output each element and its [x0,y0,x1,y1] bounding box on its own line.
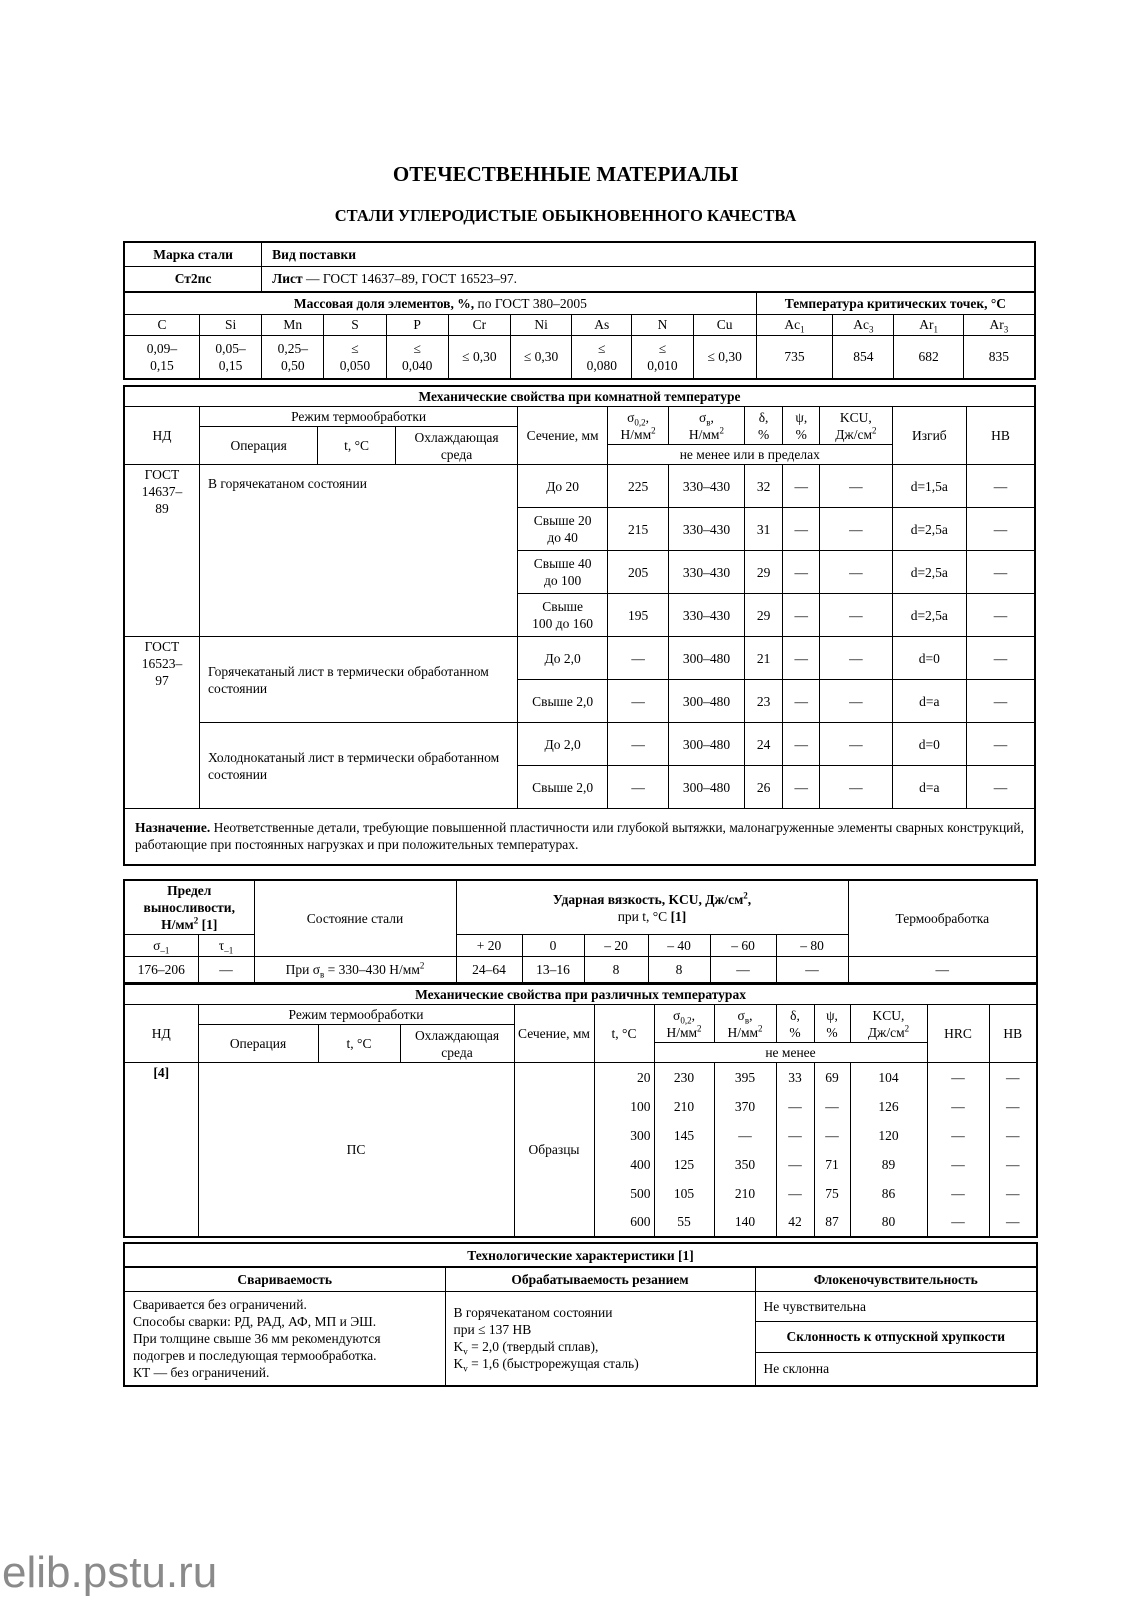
kcu: — [820,766,892,809]
sigma02: — [608,680,669,723]
delta: — [776,1179,814,1208]
sigmab: 300–480 [669,637,744,680]
purpose: Назначение. Неответственные детали, требующие повышенной пластичности или глубокой вытяжки, малонагруженные элементы сварных конструкций, работающие при постоянных нагрузках и при положительных температурах. [124,809,1035,865]
hb: — [989,1150,1037,1179]
bend: d=0 [892,723,966,766]
kcu: 104 [850,1063,927,1092]
section: До 2,0 [518,637,608,680]
h-hrc: HRC [927,1005,989,1063]
h-s02: $\sigma_{0,2}$, $Н/мм^2$ [654,1005,714,1043]
page-title: ОТЕЧЕСТВЕННЫЕ МАТЕРИАЛЫ [392,162,739,186]
mech-room-table [123,385,1036,866]
element-Mn: Mn [262,314,324,335]
section: До 20 [518,465,608,508]
element-Cu: Cu [693,314,756,335]
impact-header: Ударная вязкость, KCU, $Дж/см^2$, при t, °С [1] [456,880,848,935]
psi: — [783,508,820,551]
flake-header: Флокеночувствительность [755,1267,1037,1291]
delta: 23 [744,680,783,723]
sigma02: 205 [608,551,669,594]
temp-minus40: – 40 [648,935,710,957]
psi: — [783,766,820,809]
h-min: не менее [654,1043,927,1063]
op-gost2-hot: Горячекатаный лист в термически обработанном состоянии [199,637,517,723]
hb: — [967,766,1035,809]
kcu: 120 [850,1121,927,1150]
tau-minus1: $\tau_{-1}$ [198,935,254,957]
sigma-minus1: $\sigma_{-1}$ [124,935,198,957]
value-C: 0,09– 0,15 [124,335,199,379]
element-S: S [324,314,386,335]
hb: — [967,637,1035,680]
op-gost1: В горячекатаном состоянии [199,465,517,637]
temp-0: 0 [522,935,584,957]
weld-text: Сваривается без ограничений. Способы сварки: РД, РАД, АФ, МП и ЭШ. При толщине свыше 36 мм рекомендуются подогрев и последующая термообработка. КТ — без ограничений. [124,1291,445,1386]
h-sb: $\sigma_в$, $Н/мм^2$ [714,1005,776,1043]
value-Mn: 0,25– 0,50 [262,335,324,379]
hb: — [989,1092,1037,1121]
h-op: Операция [198,1025,318,1063]
hb: — [989,1121,1037,1150]
section: Свыше 100 до 160 [518,594,608,637]
sigma02: — [608,766,669,809]
value-Si: 0,05– 0,15 [199,335,261,379]
value-ac3: 854 [833,335,894,379]
psi: — [783,723,820,766]
sb: 370 [714,1092,776,1121]
hb: — [967,551,1035,594]
sigma02: 195 [608,594,669,637]
sigmab: 300–480 [669,766,744,809]
sigmab: 300–480 [669,680,744,723]
bend: d=2,5a [892,508,966,551]
nd-ref: [4] [124,1063,198,1237]
bend: d=2,5a [892,551,966,594]
delta: 31 [744,508,783,551]
hb: — [967,508,1035,551]
hrc: — [927,1179,989,1208]
delta: — [776,1150,814,1179]
main-table [123,241,1036,380]
h-psi: ψ, % [783,407,820,445]
delta: 42 [776,1208,814,1237]
psi: 87 [814,1208,850,1237]
hrc: — [927,1121,989,1150]
test-temp: 300 [594,1121,654,1150]
h-section: Сечение, мм [514,1005,594,1063]
sb: 210 [714,1179,776,1208]
impact-value: 8 [584,957,648,983]
h-delta: δ, % [776,1005,814,1043]
temp-minus20: – 20 [584,935,648,957]
kcu: — [820,723,892,766]
hb: — [967,680,1035,723]
value-ar3: 835 [963,335,1035,379]
bend: d=a [892,766,966,809]
psi: 71 [814,1150,850,1179]
psi: 75 [814,1179,850,1208]
critical-title: Температура критических точек, °С [756,292,1035,314]
test-temp: 600 [594,1208,654,1237]
sigmab: 330–430 [669,465,744,508]
psi: — [783,551,820,594]
table-row [124,1063,1037,1092]
state-header: Состояние стали [254,880,456,957]
sigmab: 330–430 [669,594,744,637]
value-ar1: 682 [894,335,963,379]
element-As: As [572,314,632,335]
section: Свыше 20 до 40 [518,508,608,551]
cut-header: Обрабатываемость резанием [445,1267,755,1291]
mech-room-title: Механические свойства при комнатной температуре [124,386,1035,407]
impact-value: 13–16 [522,957,584,983]
kcu: 86 [850,1179,927,1208]
psi: — [783,594,820,637]
kcu: — [820,637,892,680]
s02: 210 [654,1092,714,1121]
hb: — [989,1208,1037,1237]
temp-plus20: + 20 [456,935,522,957]
tech-table [123,1242,1038,1387]
point-ac1: $Ac_1$ [756,314,832,335]
grade-value: Ст2пс [124,266,262,292]
delta: 21 [744,637,783,680]
value-Cu: ≤ 0,30 [693,335,756,379]
sigmab: 330–430 [669,508,744,551]
delta: 26 [744,766,783,809]
sigma-value: 176–206 [124,957,198,983]
delta: — [776,1121,814,1150]
fatigue-table [123,879,1038,984]
s02: 145 [654,1121,714,1150]
value-P: ≤ 0,040 [386,335,448,379]
element-N: N [632,314,693,335]
impact-value: 24–64 [456,957,522,983]
mech-temp-title: Механические свойства при различных температурах [124,984,1037,1005]
sigma02: 215 [608,508,669,551]
kcu: — [820,508,892,551]
section: Свыше 40 до 100 [518,551,608,594]
h-sigmab: $\sigma_в$, $Н/мм^2$ [669,407,744,445]
test-temp: 100 [594,1092,654,1121]
value-ac1: 735 [756,335,832,379]
supply-value: Лист — ГОСТ 14637–89, ГОСТ 16523–97. [262,266,1035,292]
hb: — [989,1063,1037,1092]
h-delta: δ, % [744,407,783,445]
op-gost2-cold: Холоднокатаный лист в термически обработанном состоянии [199,723,517,809]
delta: 29 [744,594,783,637]
kcu: 126 [850,1092,927,1121]
delta: — [776,1092,814,1121]
sb: 395 [714,1063,776,1092]
psi: — [814,1121,850,1150]
hrc: — [927,1150,989,1179]
supply-label: Вид поставки [262,242,1035,266]
sb: 140 [714,1208,776,1237]
hrc: — [927,1092,989,1121]
point-ar1: $Ar_1$ [894,314,963,335]
s02: 125 [654,1150,714,1179]
section-value: Образцы [514,1063,594,1237]
delta: 32 [744,465,783,508]
h-test-temp: t, °С [594,1005,654,1063]
h-hb: НВ [989,1005,1037,1063]
kcu: — [820,465,892,508]
psi: — [814,1092,850,1121]
nd-gost1: ГОСТ 14637– 89 [124,465,199,637]
test-temp: 20 [594,1063,654,1092]
hrc: — [927,1208,989,1237]
delta: 24 [744,723,783,766]
hrc: — [927,1063,989,1092]
hb: — [989,1179,1037,1208]
composition-header-row [124,314,1035,335]
tau-value: — [198,957,254,983]
s02: 105 [654,1179,714,1208]
sigma02: — [608,723,669,766]
h-nd: НД [124,407,199,465]
flake-value: Не чувствительна [755,1291,1037,1321]
test-temp: 400 [594,1150,654,1179]
delta: 33 [776,1063,814,1092]
element-Ni: Ni [510,314,571,335]
page-subtitle: СТАЛИ УГЛЕРОДИСТЫЕ ОБЫКНОВЕННОГО КАЧЕСТВА [334,206,797,225]
kcu: — [820,551,892,594]
bend: d=a [892,680,966,723]
element-Si: Si [199,314,261,335]
mech-temp-table [123,983,1038,1238]
value-N: ≤ 0,010 [632,335,693,379]
section: Свыше 2,0 [518,766,608,809]
h-nd: НД [124,1005,198,1063]
value-As: ≤ 0,080 [572,335,632,379]
sigma02: — [608,637,669,680]
h-section: Сечение, мм [518,407,608,465]
table-row [124,465,1035,508]
psi: — [783,637,820,680]
hb: — [967,594,1035,637]
sigma02: 225 [608,465,669,508]
h-bend: Изгиб [892,407,966,465]
psi: — [783,465,820,508]
tech-title: Технологические характеристики [1] [124,1243,1037,1267]
psi: — [783,680,820,723]
hb: — [967,723,1035,766]
table-row [124,723,1035,766]
kcu: — [820,680,892,723]
element-Cr: Cr [448,314,510,335]
table-row [124,957,1037,983]
temp-minus80: – 80 [776,935,848,957]
value-S: ≤ 0,050 [324,335,386,379]
sb: 350 [714,1150,776,1179]
temper-value: Не склонна [755,1352,1037,1385]
test-temp: 500 [594,1179,654,1208]
element-C: C [124,314,199,335]
value-Cr: ≤ 0,30 [448,335,510,379]
h-mode: Режим термообработки [199,407,517,427]
section: Свыше 2,0 [518,680,608,723]
h-t: t, °С [318,1025,400,1063]
state-value: При $\sigma_в = 330-430$ $Н/мм^2$ [254,957,456,983]
h-psi: ψ, % [814,1005,850,1043]
s02: 55 [654,1208,714,1237]
h-limit: не менее или в пределах [608,445,893,465]
sigmab: 300–480 [669,723,744,766]
point-ar3: $Ar_3$ [963,314,1035,335]
cut-text: В горячекатаном состоянии при ≤ 137 НВ $K_v = 2,0$ (твердый сплав), $K_v = 1,6$ (быстрорежущая сталь) [445,1291,755,1386]
bend: d=2,5a [892,594,966,637]
point-ac3: $Ac_3$ [833,314,894,335]
h-cool: Охлаждающая среда [395,427,517,465]
delta: 29 [744,551,783,594]
nd-gost2: ГОСТ 16523– 97 [124,637,199,809]
kcu: 89 [850,1150,927,1179]
bend: d=1,5a [892,465,966,508]
grade-label: Марка стали [124,242,262,266]
h-kcu: KCU, $Дж/см^2$ [820,407,892,445]
table-row [124,637,1035,680]
temp-minus60: – 60 [710,935,776,957]
op-value: ПС [198,1063,514,1237]
weld-header: Свариваемость [124,1267,445,1291]
h-mode: Режим термообработки [198,1005,514,1025]
h-kcu: KCU, $Дж/см^2$ [850,1005,927,1043]
kcu: 80 [850,1208,927,1237]
kcu: — [820,594,892,637]
h-t: t, °С [318,427,396,465]
psi: 69 [814,1063,850,1092]
composition-values-row [124,335,1035,379]
fatigue-header: Предел выносливости, $Н/мм^2$ [1] [124,880,254,935]
heat-header: Термообработка [848,880,1037,957]
s02: 230 [654,1063,714,1092]
h-hb: НВ [967,407,1035,465]
bend: d=0 [892,637,966,680]
temper-header: Склонность к отпускной хрупкости [755,1321,1037,1352]
element-P: P [386,314,448,335]
composition-title: Массовая доля элементов, %, по ГОСТ 380–2005 [124,292,756,314]
heat-value: — [848,957,1037,983]
impact-value: — [776,957,848,983]
impact-value: — [710,957,776,983]
section: До 2,0 [518,723,608,766]
impact-value: 8 [648,957,710,983]
watermark: elib.pstu.ru [2,1548,218,1597]
hb: — [967,465,1035,508]
h-op: Операция [199,427,317,465]
h-sigma02: $\sigma_{0,2}$, $Н/мм^2$ [608,407,669,445]
sb: — [714,1121,776,1150]
sigmab: 330–430 [669,551,744,594]
h-cool: Охлаждающая среда [400,1025,514,1063]
value-Ni: ≤ 0,30 [510,335,571,379]
